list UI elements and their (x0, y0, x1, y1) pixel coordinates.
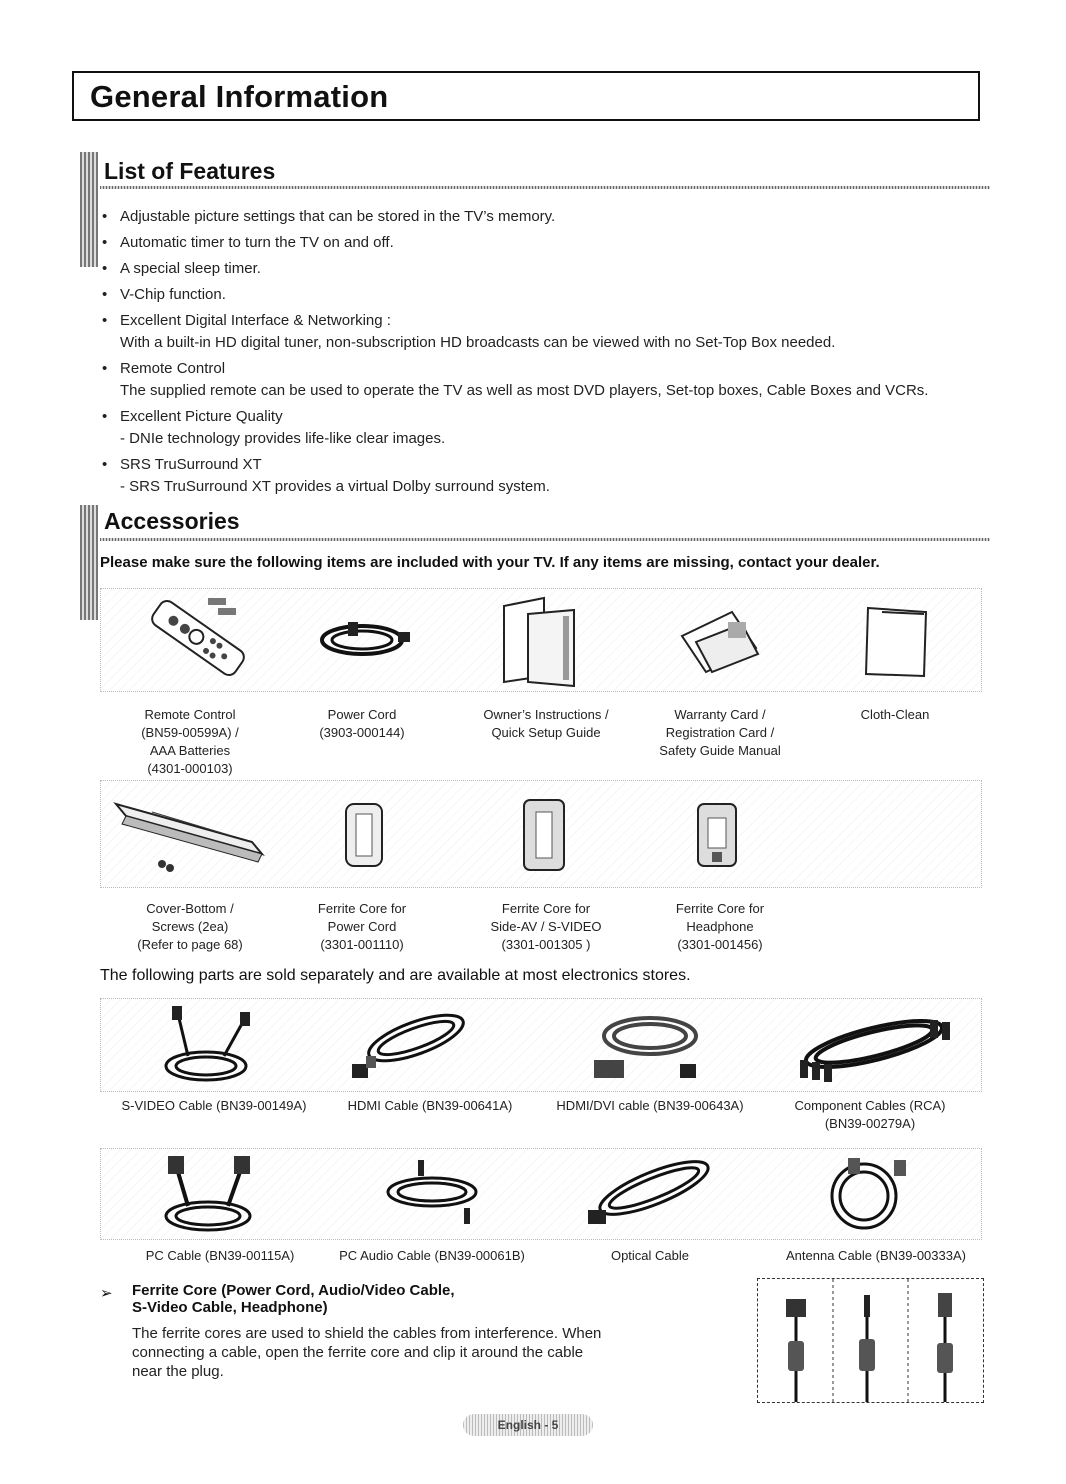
accessory-caption: Component Cables (RCA) (BN39-00279A) (794, 1098, 946, 1131)
accessory-caption: Cover-Bottom / Screws (2ea) (Refer to page 68) (137, 901, 243, 952)
hdmi-dvi-cable-icon (580, 1004, 710, 1088)
pc-audio-cable-icon (378, 1152, 488, 1232)
accessory-caption: Antenna Cable (BN39-00333A) (786, 1248, 966, 1263)
list-item: • Excellent Picture Quality - DNIe technology provides life-like clear images. (102, 406, 992, 450)
list-item: • Excellent Digital Interface & Networking : With a built-in HD digital tuner, non-subscription HD broadcasts can be viewed with no Set-Top Box needed. (102, 310, 992, 354)
section-marker (80, 505, 98, 620)
features-title: List of Features (104, 158, 276, 184)
list-item: • Remote Control The supplied remote can be used to operate the TV as well as most DVD players, Set-top boxes, Cable Boxes and VCRs. (102, 358, 992, 402)
cover-bottom-icon (112, 782, 272, 878)
accessory-caption: Owner’s Instructions / Quick Setup Guide (483, 707, 609, 740)
accessory-caption: Cloth-Clean (860, 707, 930, 722)
item-detail: - SRS TruSurround XT provides a virtual Dolby surround system. (120, 478, 550, 495)
accessory-caption: PC Audio Cable (BN39-00061B) (339, 1248, 525, 1263)
accessories-title: Accessories (104, 508, 240, 534)
list-item: • A special sleep timer. (102, 260, 261, 277)
cloth-icon (862, 600, 932, 680)
section-marker (80, 152, 98, 267)
warranty-card-icon (676, 602, 766, 682)
remote-control-icon (138, 588, 258, 688)
accessory-caption: Power Cord (3903-000144) (319, 707, 405, 740)
accessory-caption: Ferrite Core for Power Cord (3301-001110) (317, 901, 407, 952)
list-item: • SRS TruSurround XT - SRS TruSurround XT provides a virtual Dolby surround system. (102, 454, 992, 498)
section-rule (100, 538, 990, 541)
features-list (102, 206, 992, 502)
accessory-caption: Remote Control (BN59-00599A) / AAA Batteries (4301-000103) (141, 707, 239, 776)
page-number-badge: English - 5 (463, 1414, 593, 1436)
ferrite-plug-icon (758, 1279, 983, 1402)
ferrite-illustration (757, 1278, 984, 1403)
antenna-cable-icon (808, 1150, 918, 1238)
accessory-caption: Ferrite Core for Headphone (3301-001456) (675, 901, 765, 952)
ferrite-core-icon (520, 796, 568, 874)
tip-arrow-icon: ➢ (100, 1285, 113, 1302)
pc-cable-icon (148, 1150, 268, 1240)
hdmi-cable-icon (346, 1006, 476, 1086)
component-cable-icon (790, 1004, 960, 1088)
page-title: General Information (90, 79, 389, 114)
sold-separately-note: The following parts are sold separately and are available at most electronics stores. (100, 967, 691, 984)
svideo-cable-icon (148, 1000, 268, 1090)
accessory-caption: Warranty Card / Registration Card / Safety Guide Manual (659, 707, 781, 758)
accessories-notice: Please make sure the following items are included with your TV. If any items are missing, contact your dealer. (100, 554, 880, 571)
ferrite-core-icon (694, 800, 740, 870)
list-item: • V-Chip function. (102, 286, 226, 303)
item-detail: With a built-in HD digital tuner, non-subscription HD broadcasts can be viewed with no Set-Top Box needed. (120, 334, 836, 351)
tip-body: The ferrite cores are used to shield the cables from interference. When connecting a cable, open the ferrite core and clip it around the cable near the plug. (132, 1325, 602, 1380)
accessory-caption: PC Cable (BN39-00115A) (145, 1248, 295, 1263)
power-cord-icon (312, 610, 412, 670)
list-item: • Adjustable picture settings that can be stored in the TV’s memory. (102, 208, 556, 225)
section-rule (100, 186, 990, 189)
accessory-caption: HDMI Cable (BN39-00641A) (347, 1098, 513, 1113)
accessory-caption: Optical Cable (610, 1248, 690, 1263)
manual-icon (494, 596, 584, 688)
item-detail: The supplied remote can be used to operate the TV as well as most DVD players, Set-top boxes, Cable Boxes and VCRs. (120, 382, 929, 399)
item-detail: - DNIe technology provides life-like clear images. (120, 430, 446, 447)
page-title-box (72, 71, 980, 121)
accessory-caption: S-VIDEO Cable (BN39-00149A) (121, 1098, 307, 1113)
ferrite-core-icon (342, 800, 386, 870)
tip-heading: Ferrite Core (Power Cord, Audio/Video Cable, S-Video Cable, Headphone) (132, 1282, 455, 1316)
optical-cable-icon (574, 1152, 724, 1238)
list-item: • Automatic timer to turn the TV on and off. (102, 234, 394, 251)
accessory-caption: HDMI/DVI cable (BN39-00643A) (556, 1098, 744, 1113)
accessory-caption: Ferrite Core for Side-AV / S-VIDEO (3301-001305 ) (490, 901, 602, 952)
